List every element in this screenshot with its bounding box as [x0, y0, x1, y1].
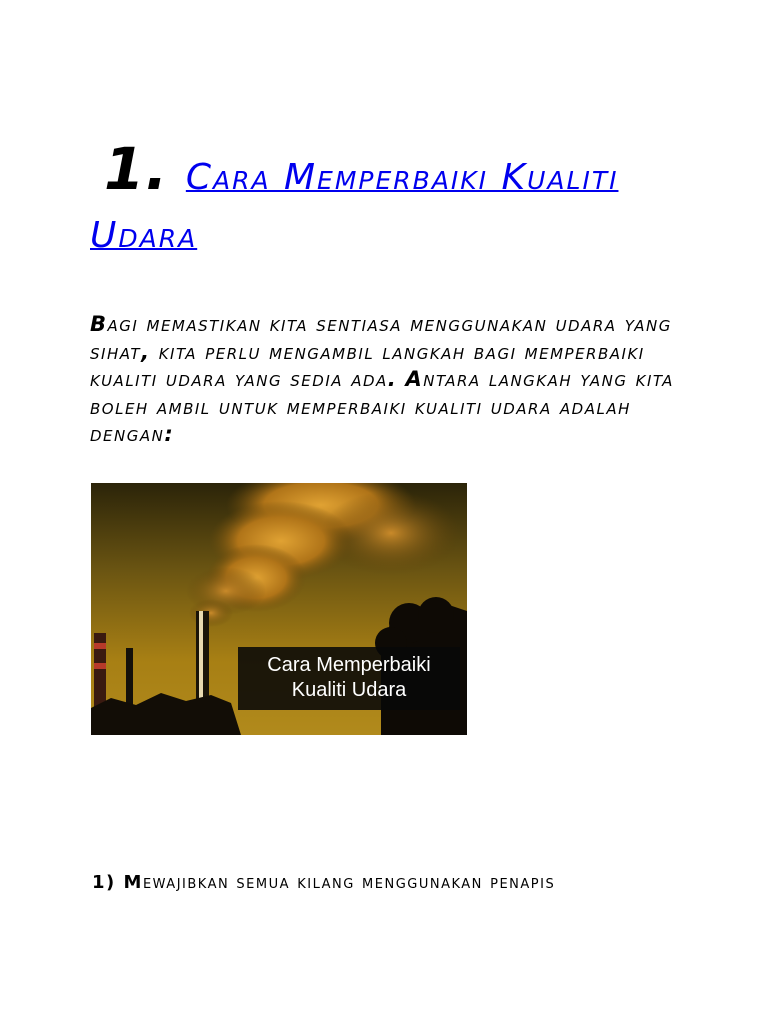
- list-item-prefix: 1) M: [92, 872, 143, 893]
- list-item: [92, 872, 732, 893]
- intro-comma: ,: [141, 339, 151, 364]
- intro-lead-letter: B: [90, 312, 108, 336]
- intro-text-2: kita perlu mengambil langkah bagi memperbaiki kualiti udara yang sedia ada: [90, 339, 645, 391]
- list-item-text: ewajibkan semua kilang menggunakan penapis: [142, 872, 556, 893]
- section-title-link[interactable]: [90, 157, 618, 256]
- intro-period: .: [387, 367, 398, 391]
- image-caption: [238, 653, 460, 703]
- section-heading: [90, 135, 690, 265]
- image-caption-box: [238, 647, 460, 710]
- intro-colon: :: [164, 422, 175, 446]
- intro-text-1: agi memastikan kita sentiasa menggunakan udara yang sihat: [90, 312, 672, 364]
- intro-text-3: ntara langkah yang kita boleh ambil untuk memperbaiki kualiti udara adalah dengan: [90, 367, 674, 446]
- section-title-line2: Udara: [90, 215, 198, 256]
- section-number: 1.: [104, 135, 169, 203]
- section-title-line1: Cara Memperbaiki Kualiti: [185, 157, 619, 198]
- image-caption-line1: Cara Memperbaiki: [267, 654, 431, 676]
- pollution-photo: [91, 483, 467, 735]
- intro-paragraph: [90, 311, 690, 449]
- intro-lead-letter-2: A: [405, 367, 424, 391]
- image-caption-line2: Kualiti Udara: [291, 679, 407, 701]
